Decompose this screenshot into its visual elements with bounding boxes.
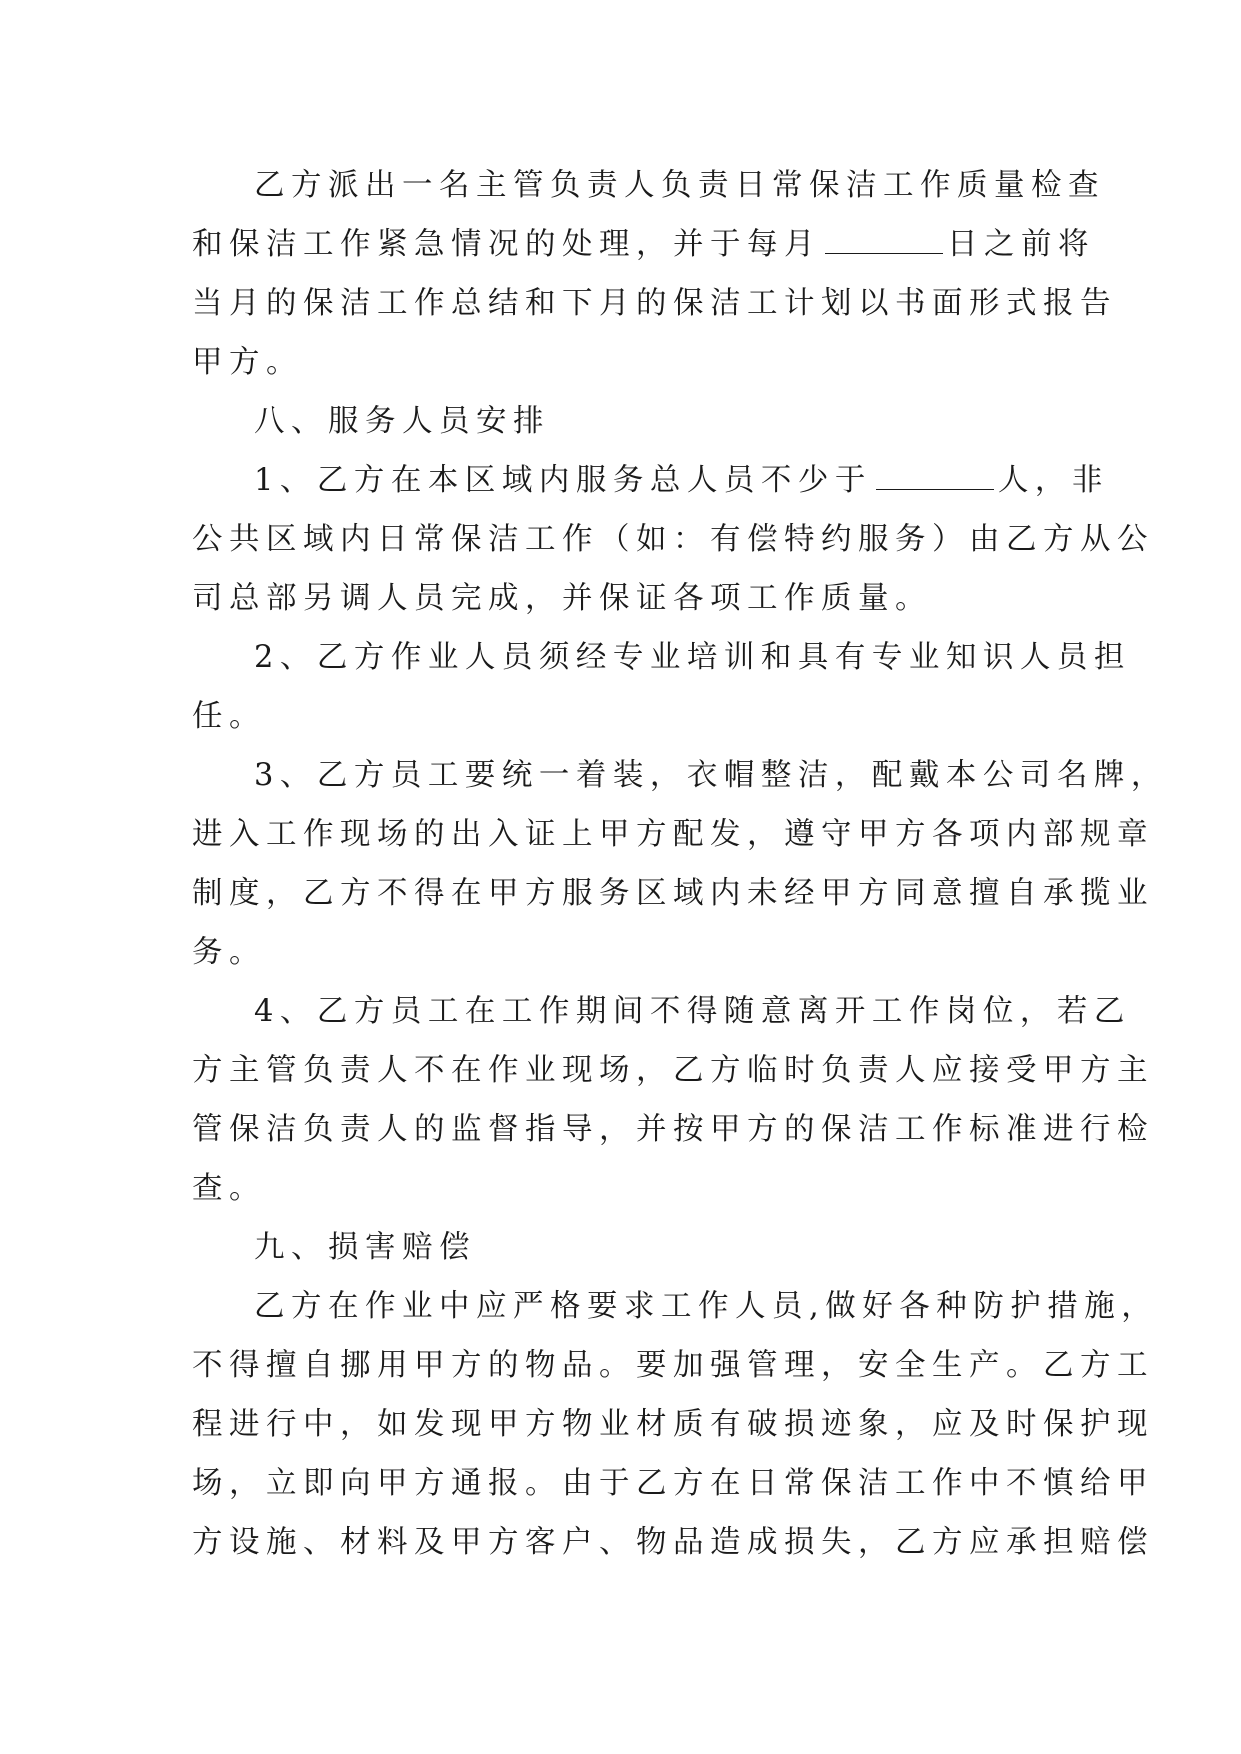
section-heading-damages <box>192 1218 1052 1277</box>
text-line <box>192 215 1095 274</box>
text-line: 乙方派出一名主管负责人负责日常保洁工作质量检查 <box>254 168 1105 203</box>
fill-in-blank-staff-count[interactable] <box>876 459 994 490</box>
text-line: 务。 <box>192 935 266 970</box>
paragraph-damages <box>192 1277 1159 1572</box>
text-segment: 日之前将 <box>947 227 1095 262</box>
text-line: 方主管负责人不在作业现场，乙方临时负责人应接受甲方主 <box>192 1053 1154 1088</box>
text-line: 程进行中，如发现甲方物业材质有破损迹象，应及时保护现 <box>192 1407 1154 1442</box>
paragraph-staff-training <box>192 628 1131 746</box>
text-line: 场，立即向甲方通报。由于乙方在日常保洁工作中不慎给甲 <box>192 1466 1154 1501</box>
text-line: 管保洁负责人的监督指导，并按甲方的保洁工作标准进行检 <box>192 1112 1154 1147</box>
heading-text: 九、损害赔偿 <box>254 1230 476 1265</box>
text-line: 制度，乙方不得在甲方服务区域内未经甲方同意擅自承揽业 <box>192 876 1154 911</box>
text-line: 不得擅自挪用甲方的物品。要加强管理，安全生产。乙方工 <box>192 1348 1154 1383</box>
text-line <box>192 451 1109 510</box>
paragraph-supervisor-duty <box>192 156 1117 392</box>
paragraph-staff-post <box>192 982 1154 1218</box>
text-line: 乙方在作业中应严格要求工作人员,做好各种防护措施， <box>254 1289 1159 1324</box>
text-segment: 人，非 <box>997 463 1109 498</box>
text-line: 2、乙方作业人员须经专业培训和具有专业知识人员担 <box>254 640 1131 675</box>
heading-text: 八、服务人员安排 <box>254 404 550 439</box>
text-line: 查。 <box>192 1171 266 1206</box>
text-line: 司总部另调人员完成，并保证各项工作质量。 <box>192 581 932 616</box>
text-line: 当月的保洁工作总结和下月的保洁工计划以书面形式报告 <box>192 286 1117 321</box>
paragraph-staff-uniform <box>192 746 1168 982</box>
text-line: 方设施、材料及甲方客户、物品造成损失，乙方应承担赔偿 <box>192 1525 1154 1560</box>
text-line: 4、乙方员工在工作期间不得随意离开工作岗位，若乙 <box>254 994 1131 1029</box>
text-line: 进入工作现场的出入证上甲方配发，遵守甲方各项内部规章 <box>192 817 1154 852</box>
text-line: 任。 <box>192 699 266 734</box>
text-line: 3、乙方员工要统一着装，衣帽整洁，配戴本公司名牌， <box>254 758 1168 793</box>
text-segment: 1、乙方在本区域内服务总人员不少于 <box>254 463 872 498</box>
text-line: 公共区域内日常保洁工作（如：有偿特约服务）由乙方从公 <box>192 522 1154 557</box>
text-segment: 和保洁工作紧急情况的处理，并于每月 <box>192 227 821 262</box>
document-page <box>192 156 1168 1572</box>
paragraph-staff-count <box>192 451 1154 628</box>
section-heading-staffing <box>192 392 1052 451</box>
text-line: 甲方。 <box>192 345 303 380</box>
fill-in-blank-day[interactable] <box>825 223 943 254</box>
